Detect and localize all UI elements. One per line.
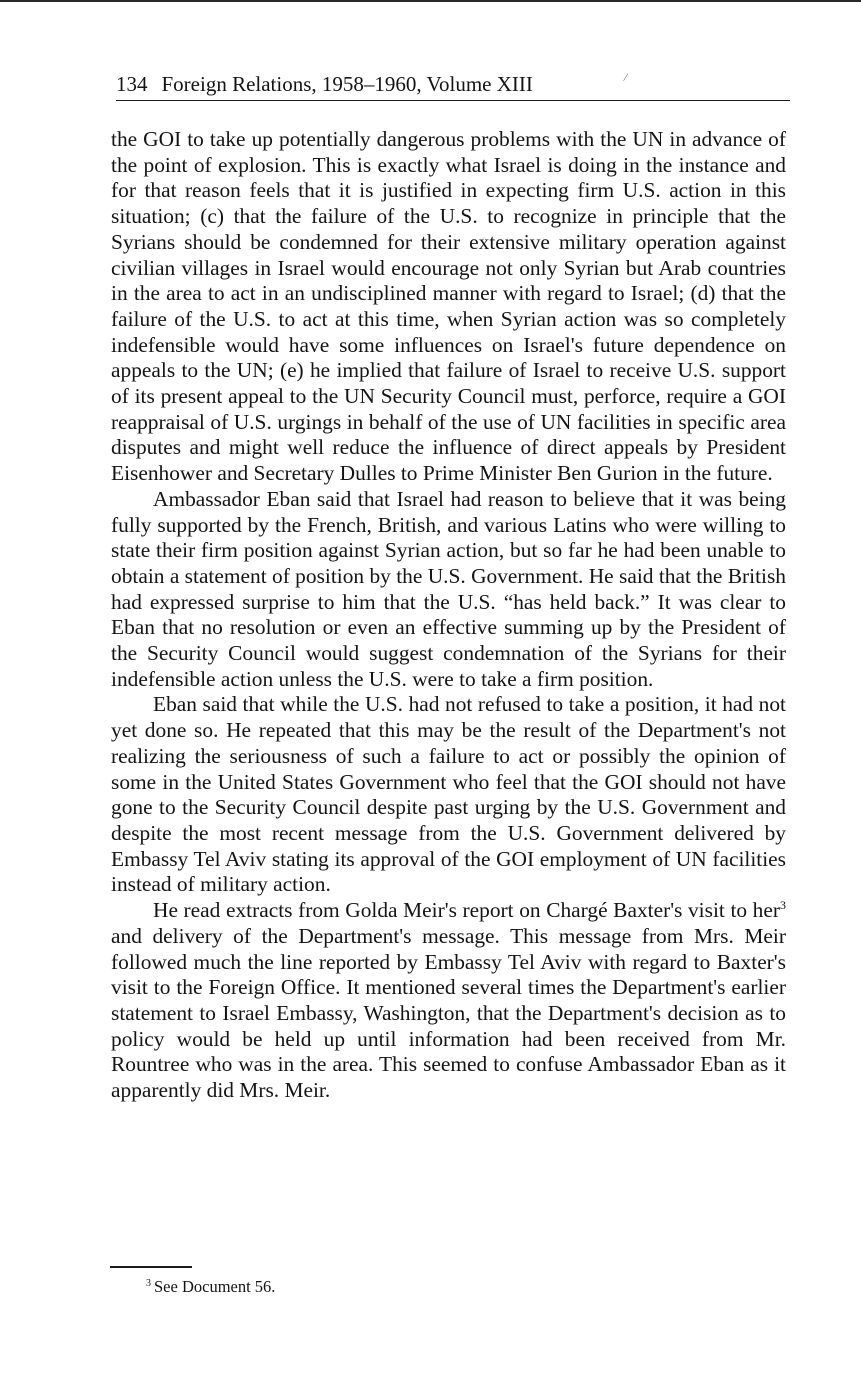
paragraph-4-end: and delivery of the Department's message. This message from Mrs. Meir followed much the line reported by Embassy Tel Aviv with regard to Baxter's visit to the Foreign Office. It mentioned several times the Department's earlier statement to Israel Embassy, Washington, that the Department's decision as to policy would be held up until information had been received from Mr. Rountree who was in the area. This seemed to confuse Ambassador Eban as it apparently did Mrs. Meir. [111, 923, 786, 1103]
footnote-text: See Document 56. [154, 1277, 276, 1296]
body-text [111, 127, 786, 1104]
paragraph-1: the GOI to take up potentially dangerous problems with the UN in advance of the point of explosion. This is exactly what Israel is doing in the instance and for that reason feels that it is justified in expecting firm U.S. action in this situation; (c) that the failure of the U.S. to recognize in principle that the Syrians should be condemned for their extensive military operation against civilian villages in Israel would encourage not only Syrian but Arab countries in the area to act in an undisciplined manner with regard to Israel; (d) that the failure of the U.S. to act at this time, when Syrian action was so completely indefensible would have some influences on Israel's future dependence on appeals to the UN; (e) he implied that failure of Israel to receive U.S. support of its present appeal to the UN Security Council must, perforce, require a GOI reappraisal of U.S. urgings in behalf of the use of UN facilities in specific area disputes and might well reduce the influence of direct appeals by President Eisenhower and Secretary Dulles to Prime Minister Ben Gurion in the future. [111, 127, 786, 486]
footnote [146, 1273, 275, 1298]
paragraph-4-start: He read extracts from Golda Meir's report on Chargé Baxter's visit to her [153, 898, 780, 923]
page-number: 134 [116, 72, 148, 96]
paragraph-3: Eban said that while the U.S. had not refused to take a position, it had not yet done so. He repeated that this may be the result of the Department's not realizing the seriousness of such a failure to act or possibly the opinion of some in the United States Government who feel that the GOI should not have gone to the Security Council despite past urging by the U.S. Government and despite the most recent message from the U.S. Government delivered by Embassy Tel Aviv stating its approval of the GOI employment of UN facilities instead of military action. [111, 692, 786, 897]
footnote-divider [110, 1266, 192, 1268]
paragraph-4 [111, 898, 786, 1104]
running-head [116, 68, 790, 101]
footnote-number: 3 [146, 1278, 151, 1289]
footnote-reference[interactable]: 3 [780, 898, 786, 913]
scan-edge [0, 0, 861, 2]
margin-mark: / [622, 69, 629, 85]
paragraph-2: Ambassador Eban said that Israel had reason to believe that it was being fully supported by the French, British, and various Latins who were willing to state their firm position against Syrian action, but so far he had been unable to obtain a statement of position by the U.S. Government. He said that the British had expressed surprise to him that the U.S. “has held back.” It was clear to Eban that no resolution or even an effective summing up by the President of the Security Council would suggest condemnation of the Syrians for their indefensible action unless the U.S. were to take a firm position. [111, 486, 786, 691]
volume-title: Foreign Relations, 1958–1960, Volume XIII [161, 72, 533, 96]
